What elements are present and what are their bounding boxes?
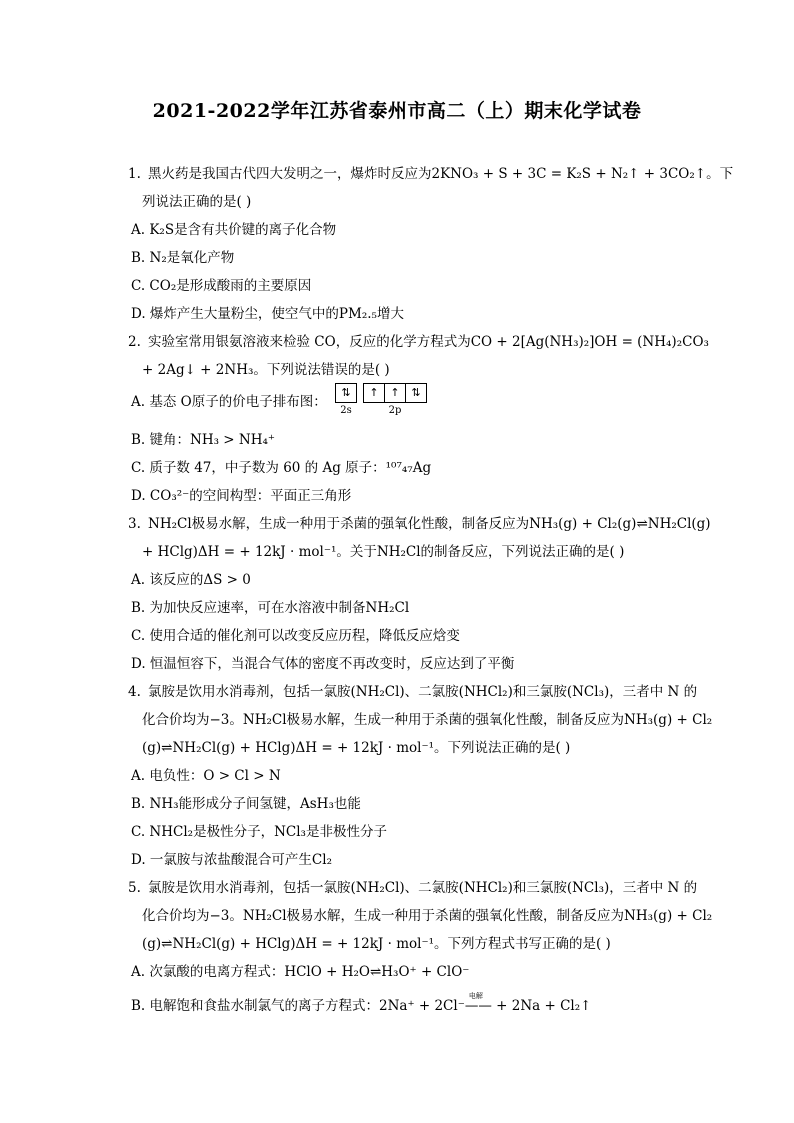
question-text: + 2Ag↓ + 2NH₃。下列说法错误的是( ) (142, 362, 390, 378)
question-text: 黑火药是我国古代四大发明之一，爆炸时反应为2KNO₃ + S + 3C = K₂S + N₂↑ + 3CO₂↑。下 (148, 166, 734, 182)
orbital-label-2s: 2s (340, 404, 352, 416)
option-text: C. 使用合适的催化剂可以改变反应历程，降低反应焓变 (131, 628, 460, 644)
question-block-1 (128, 160, 734, 384)
question-line (128, 678, 698, 706)
page-title: 2021-2022学年江苏省泰州市高二（上）期末化学试卷 (152, 100, 642, 122)
option-line (128, 622, 694, 650)
question-number: 5. (128, 880, 141, 896)
option-text: B. 键角：NH₃ > NH₄⁺ (131, 432, 276, 448)
question-text: 化合价均为−3。NH₂Cl极易水解，生成一种用于杀菌的强氧化性酸，制备反应为NH₃(g) + Cl₂ (142, 712, 713, 728)
question-continuation (128, 734, 694, 762)
option-text: B. NH₃能形成分子间氢键，AsH₃也能 (131, 796, 361, 812)
orbital-2s-group (335, 383, 357, 417)
option-line (128, 244, 694, 272)
question-number: 3. (128, 516, 141, 532)
question-text: 氯胺是饮用水消毒剂，包括一氯胺(NH₂Cl)、二氯胺(NHCl₂)和三氯胺(NCl₃)，三者中 N 的 (148, 880, 698, 896)
option-line (128, 650, 694, 678)
option-text: B. 为加快反应速率，可在水溶液中制备NH₂Cl (131, 600, 410, 616)
question-continuation (128, 706, 713, 734)
question-line (128, 160, 734, 188)
question-line (128, 328, 709, 356)
question-content (128, 160, 734, 1020)
option-line (128, 846, 694, 874)
option-text: A. 电负性：O > Cl > N (131, 768, 281, 784)
question-text: 实验室常用银氨溶液来检验 CO，反应的化学方程式为CO + 2[Ag(NH₃)₂]OH = (NH₄)₂CO₃ (148, 334, 709, 350)
option-line (128, 426, 694, 454)
option-text: B. 电解饱和食盐水制氯气的离子方程式：2Na⁺ + 2Cl⁻ (131, 998, 465, 1014)
option-line (128, 762, 694, 790)
question-number: 4. (128, 684, 141, 700)
option-line (128, 216, 694, 244)
question-number: 2. (128, 334, 141, 350)
option-text: B. N₂是氧化产物 (131, 250, 235, 266)
option-line (128, 300, 694, 328)
option-text-suffix: + 2Na + Cl₂↑ (491, 998, 592, 1014)
orbital-box-2p-1: ↑ (363, 383, 385, 403)
option-text: A. 该反应的ΔS > 0 (131, 572, 251, 588)
question-text: (g)⇌NH₂Cl(g) + HClg)ΔH = + 12kJ · mol⁻¹。下列方程式书写正确的是( ) (142, 936, 611, 952)
orbital-diagram (335, 383, 433, 417)
question-block-2 (128, 426, 713, 986)
orbital-option-line (128, 384, 694, 426)
question-text: 列说法正确的是( ) (142, 194, 252, 210)
question-text: 化合价均为−3。NH₂Cl极易水解，生成一种用于杀菌的强氧化性酸，制备反应为NH₃(g) + Cl₂ (142, 908, 713, 924)
question-number: 1. (128, 166, 141, 182)
orbital-box-2s: ⇅ (335, 383, 357, 403)
question-continuation (128, 356, 694, 384)
option-line (128, 454, 694, 482)
option-line-last (128, 992, 694, 1020)
question-text: + HClg)ΔH = + 12kJ · mol⁻¹。关于NH₂Cl的制备反应，下列说法正确的是( ) (142, 544, 625, 560)
option-text: D. 爆炸产生大量粉尘，使空气中的PM₂.₅增大 (131, 306, 404, 322)
question-text: (g)⇌NH₂Cl(g) + HClg)ΔH = + 12kJ · mol⁻¹。下列说法正确的是( ) (142, 740, 571, 756)
option-line (128, 566, 694, 594)
orbital-box-2p-3: ⇅ (405, 383, 427, 403)
question-continuation (128, 902, 713, 930)
option-line (128, 958, 694, 986)
option-line (128, 790, 694, 818)
option-text: D. CO₃²⁻的空间构型：平面正三角形 (131, 488, 352, 504)
option-text: C. NHCl₂是极性分子，NCl₃是非极性分子 (131, 824, 387, 840)
question-continuation (128, 188, 694, 216)
question-continuation (128, 538, 694, 566)
question-line (128, 510, 711, 538)
option-line (128, 272, 694, 300)
option-line (128, 594, 694, 622)
option-line (128, 818, 694, 846)
option-line (128, 482, 694, 510)
question-line (128, 874, 698, 902)
option-text: D. 恒温恒容下，当混合气体的密度不再改变时，反应达到了平衡 (131, 656, 515, 672)
orbital-2p-group (363, 383, 427, 417)
question-text: NH₂Cl极易水解，生成一种用于杀菌的强氧化性酸，制备反应为NH₃(g) + Cl₂(g)⇌NH₂Cl(g) (148, 516, 711, 532)
option-text: C. 质子数 47，中子数为 60 的 Ag 原子：¹⁰⁷₄₇Ag (131, 460, 432, 476)
option-text: A. 次氯酸的电离方程式：HClO + H₂O⇌H₃O⁺ + ClO⁻ (131, 964, 470, 980)
option-text: A. K₂S是含有共价键的离子化合物 (131, 222, 337, 238)
orbital-option-text: A. 基态 O原子的价电子排布图： (131, 394, 327, 410)
question-continuation (128, 930, 694, 958)
question-text: 氯胺是饮用水消毒剂，包括一氯胺(NH₂Cl)、二氯胺(NHCl₂)和三氯胺(NCl₃)，三者中 N 的 (148, 684, 698, 700)
arrow-label: 电解 (468, 992, 483, 1000)
option-text: C. CO₂是形成酸雨的主要原因 (131, 278, 312, 294)
electrolysis-arrow (465, 992, 492, 1020)
option-text: D. 一氯胺与浓盐酸混合可产生Cl₂ (131, 852, 332, 868)
arrow-line: —— (464, 998, 492, 1014)
orbital-label-2p: 2p (388, 404, 402, 416)
orbital-box-2p-2: ↑ (384, 383, 406, 403)
